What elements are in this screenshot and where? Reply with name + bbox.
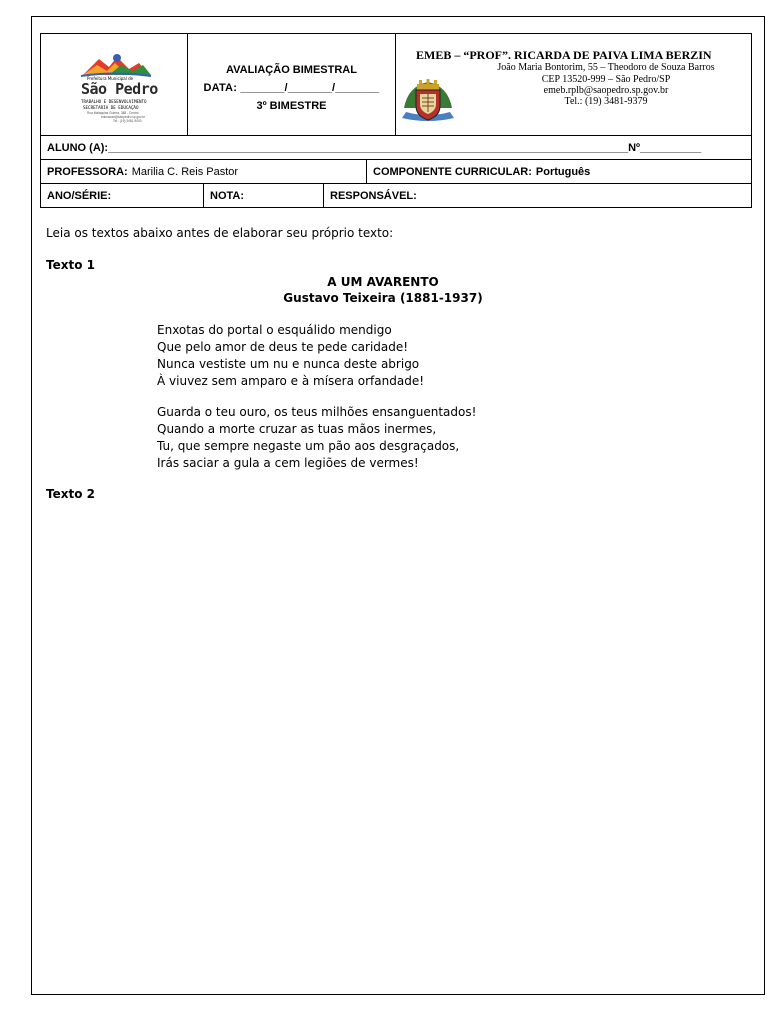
logo-email: educacao@saopedro.sp.gov.br <box>101 114 146 119</box>
school-email: emeb.rplb@saopedro.sp.gov.br <box>543 85 669 96</box>
subject-cell <box>367 160 751 183</box>
instruction-text: Leia os textos abaixo antes de elaborar seu próprio texto: <box>46 226 394 240</box>
score-field[interactable]: NOTA: <box>204 184 324 207</box>
evaluation-title: AVALIAÇÃO BIMESTRAL <box>226 63 357 76</box>
subject-label: COMPONENTE CURRICULAR: <box>373 165 532 178</box>
poem-line: À viuvez sem amparo e à mísera orfandade! <box>157 374 425 388</box>
poem-title: A UM AVARENTO <box>327 275 439 289</box>
teacher-label: PROFESSORA: <box>47 165 128 178</box>
poem-line: Que pelo amor de deus te pede caridade! <box>157 340 409 354</box>
city-crest-icon <box>400 78 456 126</box>
teacher-row <box>40 160 752 184</box>
guardian-field[interactable]: RESPONSÁVEL: <box>330 189 417 202</box>
mountains-logo-icon <box>69 49 159 79</box>
poem-line: Irás saciar a gula a cem legiões de vermes! <box>157 456 419 470</box>
poem-line: Quando a morte cruzar as tuas mãos inermes, <box>157 422 437 436</box>
grade-row <box>40 184 752 208</box>
student-row <box>40 136 752 160</box>
logo-prefeitura-text: Prefeitura Municipal de <box>87 75 134 81</box>
poem-line: Enxotas do portal o esquálido mendigo <box>157 323 392 337</box>
evaluation-cell <box>188 34 396 135</box>
header-table <box>40 33 752 136</box>
logo-dept-line2: SECRETARIA DE EDUCAÇÃO <box>83 104 139 110</box>
logo-city-name: São Pedro <box>81 79 158 98</box>
student-name-field[interactable]: ALUNO (A):_____________________________________________________________________________________Nº__________ <box>47 141 702 154</box>
subject-value: Português <box>535 165 591 178</box>
poem-line: Guarda o teu ouro, os teus milhões ensanguentados! <box>157 405 477 419</box>
school-phone: Tel.: (19) 3481-9379 <box>564 96 648 107</box>
term-label: 3º BIMESTRE <box>256 99 327 112</box>
teacher-cell <box>41 160 367 183</box>
texto1-label: Texto 1 <box>46 258 95 272</box>
texto2-label: Texto 2 <box>46 487 95 501</box>
school-address: João Maria Bontorim, 55 – Theodoro de Souza Barros <box>497 62 715 73</box>
school-cell <box>396 34 751 135</box>
logo-dept-line1: TRABALHO E DESENVOLVIMENTO <box>81 98 147 104</box>
grade-field[interactable]: ANO/SÉRIE: <box>41 184 204 207</box>
school-cep: CEP 13520-999 – São Pedro/SP <box>541 74 671 85</box>
poem-line: Tu, que sempre negaste um pão aos desgraçados, <box>157 439 460 453</box>
teacher-name: Marilia C. Reis Pastor <box>131 165 239 178</box>
school-name: EMEB – “PROF”. RICARDA DE PAIVA LIMA BERZIN <box>416 48 712 62</box>
logo-cell <box>41 34 188 135</box>
poem-author: Gustavo Teixeira (1881-1937) <box>283 291 483 305</box>
poem-line: Nunca vestiste um nu e nunca deste abrigo <box>157 357 420 371</box>
logo-phone: Tel.: (19) 3481-9000 <box>113 118 142 123</box>
date-field[interactable]: DATA: _______/_______/_______ <box>203 81 380 94</box>
prefeitura-logo <box>69 49 159 121</box>
logo-address: Rua Malaquias Guerra, 388 - Centro <box>87 110 139 115</box>
